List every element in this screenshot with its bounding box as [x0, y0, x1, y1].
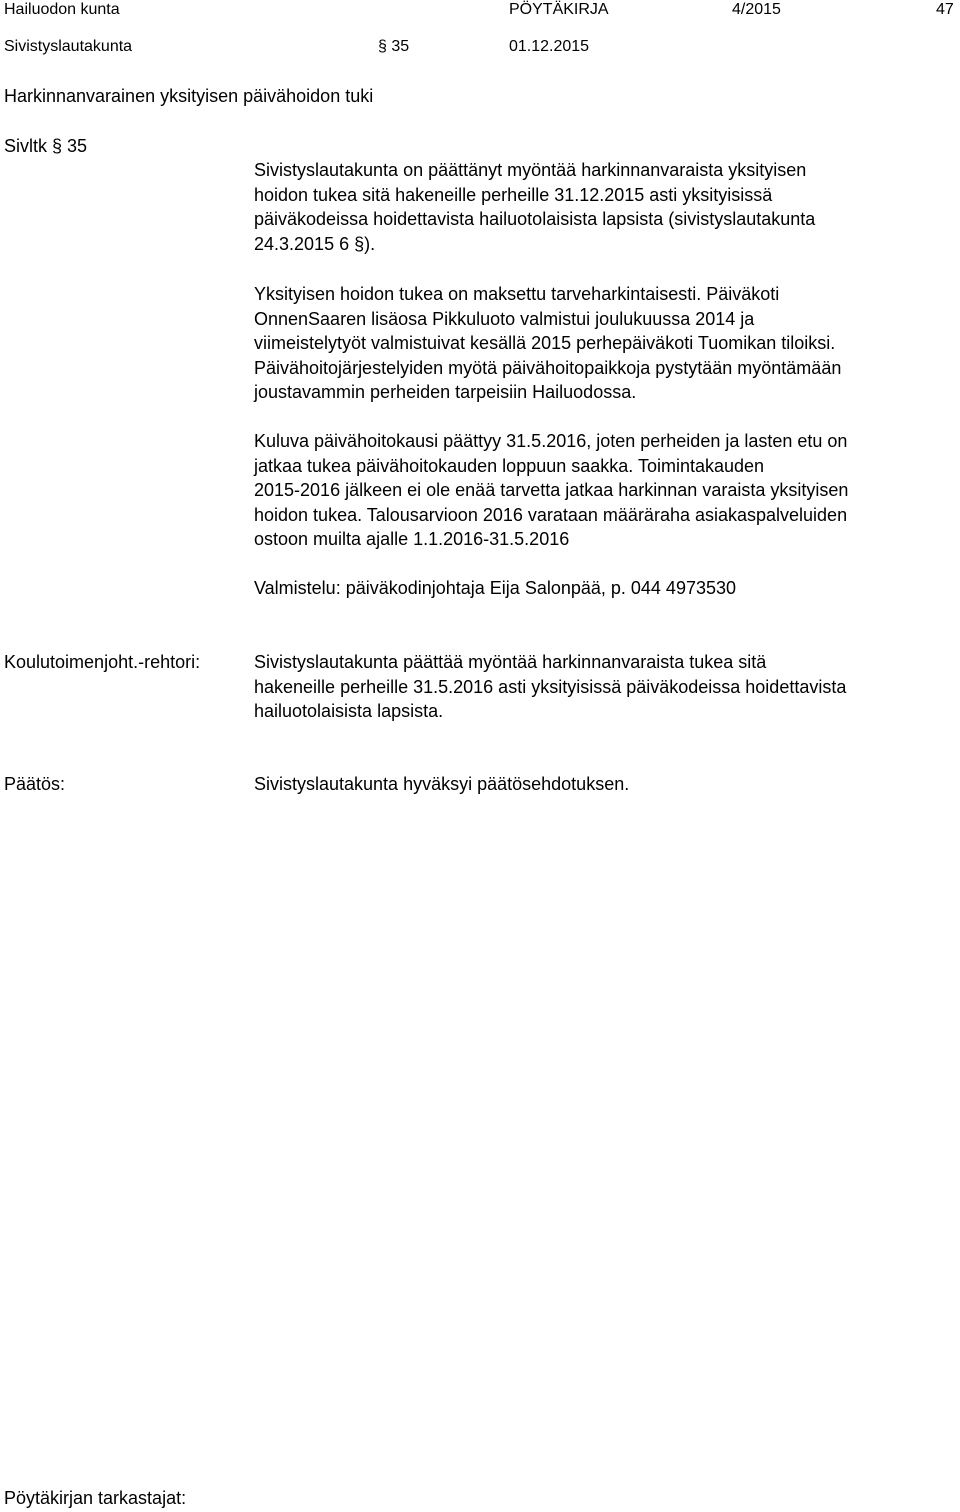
text-line: hoidon tukea. Talousarvioon 2016 varataan määräraha asiakaspalveluiden — [254, 504, 848, 525]
text-line: päiväkodeissa hoidettavista hailuotolaisista lapsista (sivistyslautakunta — [254, 209, 816, 229]
text-line: hailuotolaisista lapsista. — [254, 701, 444, 721]
case-reference: Sivltk § 35 — [4, 136, 88, 156]
reviewers-label: Pöytäkirjan tarkastajat: — [4, 1488, 187, 1508]
text-line: Valmistelu: päiväkodinjohtaja Eija Salonpää, p. 044 4973530 — [254, 578, 737, 598]
page-title: Harkinnanvarainen yksityisen päivähoidon tuki — [4, 86, 374, 106]
proposal-label: Koulutoimenjoht.-rehtori: — [4, 652, 201, 672]
text-line: Kuluva päivähoitokausi päättyy 31.5.2016, joten perheiden ja lasten etu on — [254, 431, 848, 451]
meeting-date: 01.12.2015 — [509, 38, 590, 55]
text-line: 24.3.2015 6 §). — [254, 233, 376, 254]
decision-label: Päätös: — [4, 774, 66, 794]
document-type: PÖYTÄKIRJA — [509, 1, 609, 18]
text-line: hakeneille perheille 31.5.2016 asti yksityisissä päiväkodeissa hoidettavista — [254, 676, 847, 697]
text-line: hoidon tukea sitä hakeneille perheille 31.12.2015 asti yksityisissä — [254, 184, 773, 205]
proposal-text — [254, 650, 958, 724]
text-line: jatkaa tukea päivähoitokauden loppuun saakka. Toimintakauden — [254, 455, 765, 476]
body-paragraph-2 — [254, 282, 958, 405]
document-number: 4/2015 — [732, 1, 781, 18]
committee-name: Sivistyslautakunta — [4, 38, 133, 55]
text-line: joustavammin perheiden tarpeisiin Hailuodossa. — [254, 382, 637, 402]
page-number: 47 — [936, 1, 954, 18]
organization-name: Hailuodon kunta — [4, 1, 120, 18]
text-line: Yksityisen hoidon tukea on maksettu tarveharkintaisesti. Päiväkoti — [254, 284, 780, 304]
text-line: Sivistyslautakunta hyväksyi päätösehdotuksen. — [254, 774, 630, 794]
text-line: Sivistyslautakunta on päättänyt myöntää harkinnanvaraista yksityisen — [254, 160, 807, 180]
text-line: Sivistyslautakunta päättää myöntää harkinnanvaraista tukea sitä — [254, 652, 767, 672]
preparation-line — [254, 576, 958, 601]
text-line: viimeistelytyöt valmistuivat kesällä 2015 perhepäiväkoti Tuomikan tiloiksi. — [254, 333, 836, 353]
text-line: ostoon muilta ajalle 1.1.2016-31.5.2016 — [254, 529, 570, 549]
body-paragraph-3 — [254, 429, 958, 552]
decision-text — [254, 772, 958, 797]
text-line: OnnenSaaren lisäosa Pikkuluoto valmistui joulukuussa 2014 ja — [254, 308, 755, 329]
text-line: Päivähoitojärjestelyiden myötä päivähoitopaikkoja pystytään myöntämään — [254, 357, 842, 378]
section-number: § 35 — [378, 38, 410, 55]
text-line: 2015-2016 jälkeen ei ole enää tarvetta jatkaa harkinnan varaista yksityisen — [254, 480, 849, 500]
body-paragraph-1 — [254, 158, 958, 256]
